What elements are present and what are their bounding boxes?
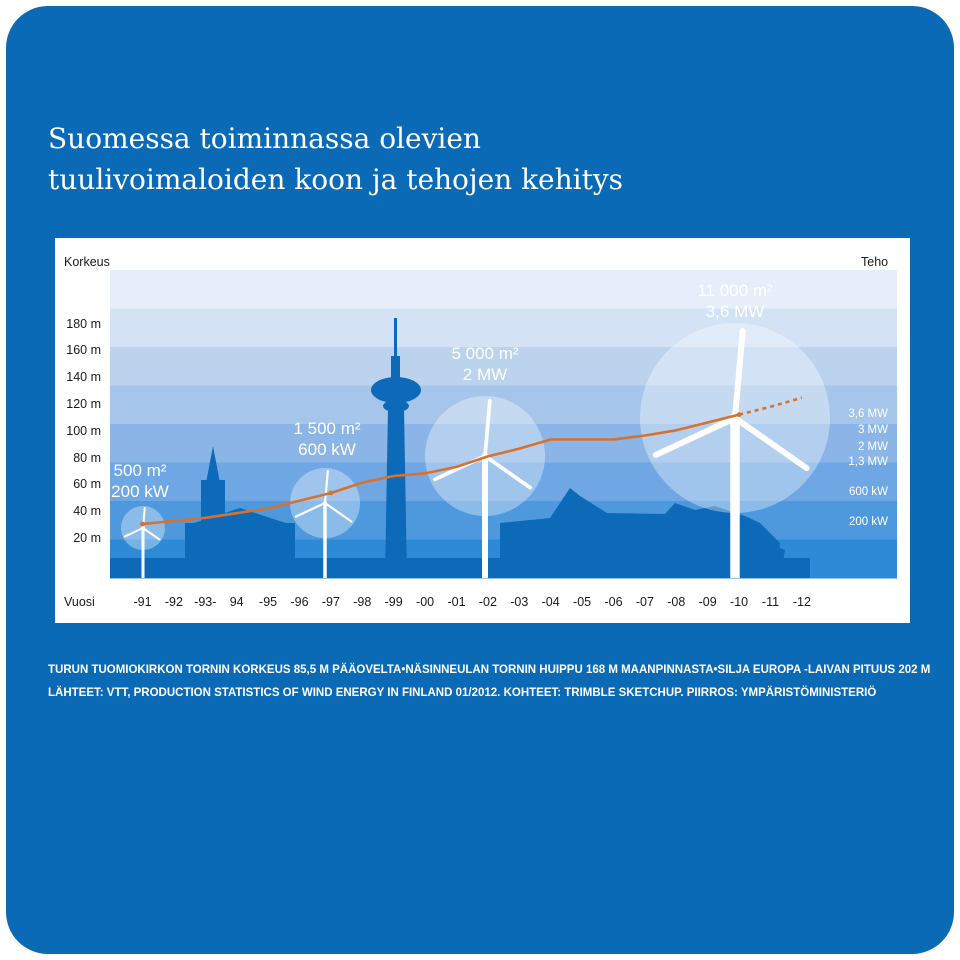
rotor-area-label: 5 000 m² [451, 344, 519, 363]
year-tick: -08 [667, 595, 686, 609]
power-tick: 1,3 MW [848, 456, 888, 468]
rotor-annotation [675, 280, 795, 322]
turbine-hub [141, 526, 145, 530]
year-tick: -01 [447, 595, 466, 609]
caption-line-1: TURUN TUOMIOKIRKON TORNIN KORKEUS 85,5 M PÄÄOVELTA•NÄSINNEULAN TORNIN HUIPPU 168 M MAANPINNASTA•SILJA EUROPA -LAIVAN PITUUS 202 M [48, 664, 931, 676]
year-tick: 94 [229, 595, 244, 609]
turbine-tower [323, 503, 327, 578]
data-point [329, 491, 334, 496]
rotor-power-label: 3,6 MW [705, 302, 765, 321]
height-tick: 180 m [66, 316, 101, 331]
data-point [140, 522, 145, 527]
title-line-1: Suomessa toiminnassa olevien [48, 122, 481, 155]
turbine-hub [323, 501, 327, 505]
year-tick: -00 [416, 595, 435, 609]
power-tick: 200 kW [849, 516, 888, 528]
caption-line-2: LÄHTEET: VTT, PRODUCTION STATISTICS OF WIND ENERGY IN FINLAND 01/2012. KOHTEET: TRIMBLE SKETCHUP. PIIRROS: YMPÄRISTÖMINISTERIÖ [48, 687, 877, 699]
year-tick: -99 [384, 595, 403, 609]
rotor-area-label: 500 m² [113, 461, 167, 480]
chart-panel [55, 238, 910, 623]
year-tick: -04 [541, 595, 560, 609]
height-tick: 80 m [73, 450, 101, 465]
turbine-tower [482, 456, 488, 578]
tower-shaft [385, 408, 407, 578]
year-tick: -10 [730, 595, 749, 609]
year-tick: -05 [573, 595, 592, 609]
caption [48, 659, 931, 705]
rotor-power-label: 200 kW [111, 482, 169, 501]
rotor-area-label: 11 000 m² [697, 281, 773, 300]
data-point [737, 412, 742, 417]
year-tick: -06 [604, 595, 623, 609]
height-tick: 60 m [73, 477, 101, 492]
year-tick: -97 [321, 595, 340, 609]
x-axis-label: Vuosi [64, 595, 95, 609]
height-tick: 100 m [66, 423, 101, 438]
height-tick: 160 m [66, 343, 101, 358]
power-tick: 2 MW [857, 441, 888, 453]
rotor-annotation [267, 418, 387, 460]
power-tick: 3 MW [857, 424, 888, 436]
year-tick: -03 [510, 595, 529, 609]
title-line-2: tuulivoimaloiden koon ja tehojen kehitys [48, 163, 624, 196]
y-axis-label: Korkeus [64, 255, 110, 269]
page-title [48, 118, 748, 200]
year-tick: -12 [792, 595, 811, 609]
year-tick: -07 [635, 595, 654, 609]
height-tick: 140 m [66, 370, 101, 385]
power-tick: 3,6 MW [848, 408, 888, 420]
y2-axis-label: Teho [861, 255, 889, 269]
tower-head [371, 377, 421, 403]
turbine-tower [730, 418, 740, 578]
rotor-power-label: 600 kW [298, 440, 356, 459]
year-tick: -98 [353, 595, 372, 609]
year-tick: -92 [164, 595, 183, 609]
year-tick: -95 [259, 595, 278, 609]
year-tick: -96 [290, 595, 309, 609]
year-tick: -91 [133, 595, 152, 609]
year-tick: -02 [478, 595, 497, 609]
ground-silhouette [110, 558, 810, 578]
year-tick: -93- [194, 595, 217, 609]
rotor-annotation [425, 343, 545, 385]
height-tick: 20 m [73, 531, 101, 545]
rotor-power-label: 2 MW [462, 365, 508, 384]
rotor-area-label: 1 500 m² [293, 419, 361, 438]
rotor-annotation [80, 460, 200, 502]
height-tick: 120 m [66, 397, 101, 411]
year-tick: -11 [761, 595, 780, 609]
turbine-tower [142, 528, 145, 578]
power-tick: 600 kW [849, 486, 888, 498]
year-tick: -09 [698, 595, 717, 609]
height-tick: 40 m [73, 504, 101, 519]
